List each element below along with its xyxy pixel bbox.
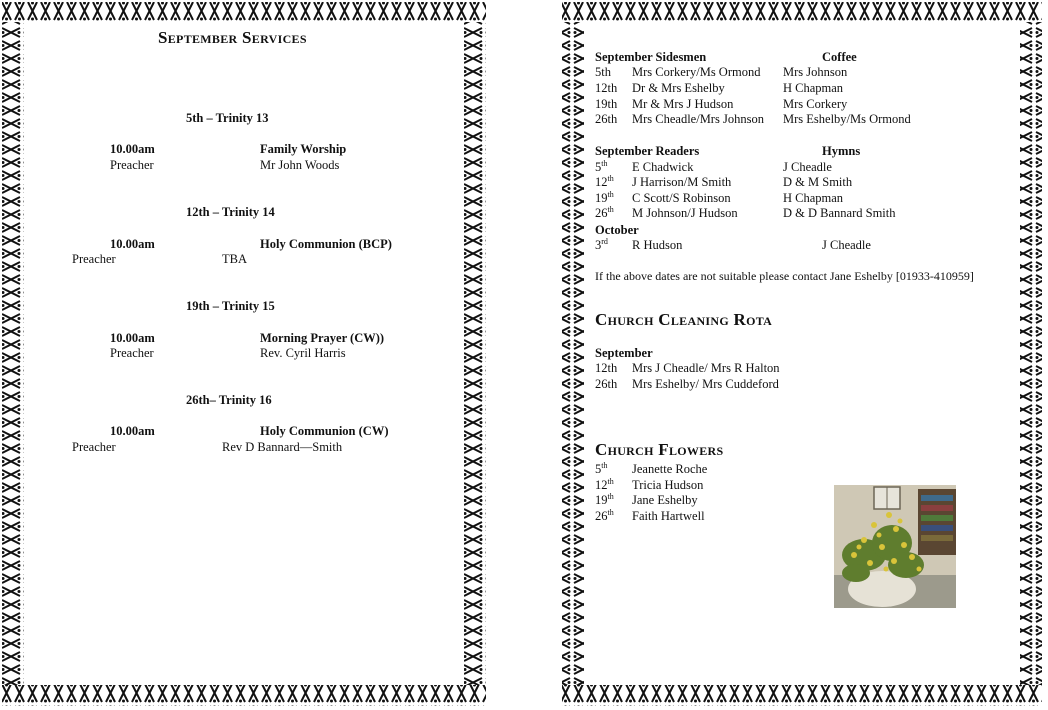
service-time: 10.00am bbox=[110, 331, 155, 345]
cleaning-date: 26th bbox=[595, 377, 618, 391]
hymns-name: H Chapman bbox=[783, 191, 844, 205]
cleaning-names: Mrs Eshelby/ Mrs Cuddeford bbox=[632, 377, 779, 391]
sidesmen-name: Mr & Mrs J Hudson bbox=[632, 97, 734, 111]
flowers-date: 5th bbox=[595, 460, 608, 476]
preacher-name: Mr John Woods bbox=[260, 158, 340, 172]
reader-name: E Chadwick bbox=[632, 160, 694, 174]
preacher-label: Preacher bbox=[110, 346, 154, 360]
sidesmen-date: 5th bbox=[595, 65, 611, 79]
preacher-name: TBA bbox=[222, 252, 247, 266]
right-border-top bbox=[562, 2, 1042, 22]
flowers-date: 26th bbox=[595, 507, 614, 523]
left-border-bottom bbox=[2, 685, 486, 706]
readers-heading: September Readers bbox=[595, 144, 700, 158]
flowers-name: Tricia Hudson bbox=[632, 478, 704, 492]
coffee-name: Mrs Johnson bbox=[783, 65, 848, 79]
hymns-name: D & M Smith bbox=[783, 175, 853, 189]
sidesmen-date: 26th bbox=[595, 112, 618, 126]
contact-note: If the above dates are not suitable please contact Jane Eshelby [01933-410959] bbox=[595, 269, 974, 283]
coffee-name: Mrs Corkery bbox=[783, 97, 848, 111]
service-date: 26th– Trinity 16 bbox=[186, 393, 272, 407]
coffee-heading: Coffee bbox=[822, 50, 857, 64]
sidesmen-date: 12th bbox=[595, 81, 618, 95]
sidesmen-date: 19th bbox=[595, 97, 618, 111]
left-border-right bbox=[464, 2, 486, 706]
reader-name: M Johnson/J Hudson bbox=[632, 206, 738, 220]
reader-date: 3rd bbox=[595, 236, 608, 252]
flowers-date: 19th bbox=[595, 491, 614, 507]
preacher-name: Rev. Cyril Harris bbox=[260, 346, 346, 360]
reader-date: 12th bbox=[595, 173, 614, 189]
sidesmen-name: Dr & Mrs Eshelby bbox=[632, 81, 725, 95]
sidesmen-heading: September Sidesmen bbox=[595, 50, 707, 64]
service-name: Holy Communion (CW) bbox=[260, 424, 389, 438]
right-border-left bbox=[562, 2, 584, 706]
service-time: 10.00am bbox=[110, 237, 155, 251]
reader-date: 26th bbox=[595, 204, 614, 220]
service-name: Family Worship bbox=[260, 142, 347, 156]
preacher-label: Preacher bbox=[72, 440, 116, 454]
cleaning-date: 12th bbox=[595, 361, 618, 375]
preacher-label: Preacher bbox=[110, 158, 154, 172]
flowers-name: Jane Eshelby bbox=[632, 493, 698, 507]
cleaning-names: Mrs J Cheadle/ Mrs R Halton bbox=[632, 361, 780, 375]
cleaning-month: September bbox=[595, 346, 653, 360]
cleaning-heading: Church Cleaning Rota bbox=[595, 310, 773, 329]
right-border-right bbox=[1020, 2, 1042, 706]
left-border-top bbox=[2, 2, 486, 22]
flowers-name: Faith Hartwell bbox=[632, 509, 705, 523]
hymns-name: D & D Bannard Smith bbox=[783, 206, 896, 220]
reader-name: C Scott/S Robinson bbox=[632, 191, 731, 205]
service-date: 12th – Trinity 14 bbox=[186, 205, 275, 219]
reader-name: R Hudson bbox=[632, 238, 683, 252]
left-border-left bbox=[2, 2, 24, 706]
flowers-heading: Church Flowers bbox=[595, 440, 724, 459]
hymns-name: J Cheadle bbox=[822, 238, 871, 252]
sidesmen-name: Mrs Cheadle/Mrs Johnson bbox=[632, 112, 764, 126]
service-time: 10.00am bbox=[110, 142, 155, 156]
flowers-name: Jeanette Roche bbox=[632, 462, 708, 476]
service-name: Holy Communion (BCP) bbox=[260, 237, 392, 251]
flowers-photo bbox=[834, 485, 956, 608]
service-name: Morning Prayer (CW)) bbox=[260, 331, 385, 345]
coffee-name: Mrs Eshelby/Ms Ormond bbox=[783, 112, 911, 126]
sidesmen-name: Mrs Corkery/Ms Ormond bbox=[632, 65, 761, 79]
october-heading: October bbox=[595, 223, 639, 237]
reader-date: 5th bbox=[595, 158, 608, 174]
page-title: September Services bbox=[158, 28, 307, 47]
service-time: 10.00am bbox=[110, 424, 155, 438]
service-date: 5th – Trinity 13 bbox=[186, 111, 269, 125]
reader-date: 19th bbox=[595, 189, 614, 205]
hymns-name: J Cheadle bbox=[783, 160, 832, 174]
preacher-name: Rev D Bannard—Smith bbox=[222, 440, 343, 454]
coffee-name: H Chapman bbox=[783, 81, 844, 95]
hymns-heading: Hymns bbox=[822, 144, 861, 158]
flowers-date: 12th bbox=[595, 476, 614, 492]
service-date: 19th – Trinity 15 bbox=[186, 299, 275, 313]
reader-name: J Harrison/M Smith bbox=[632, 175, 732, 189]
preacher-label: Preacher bbox=[72, 252, 116, 266]
right-border-bottom bbox=[562, 685, 1042, 706]
